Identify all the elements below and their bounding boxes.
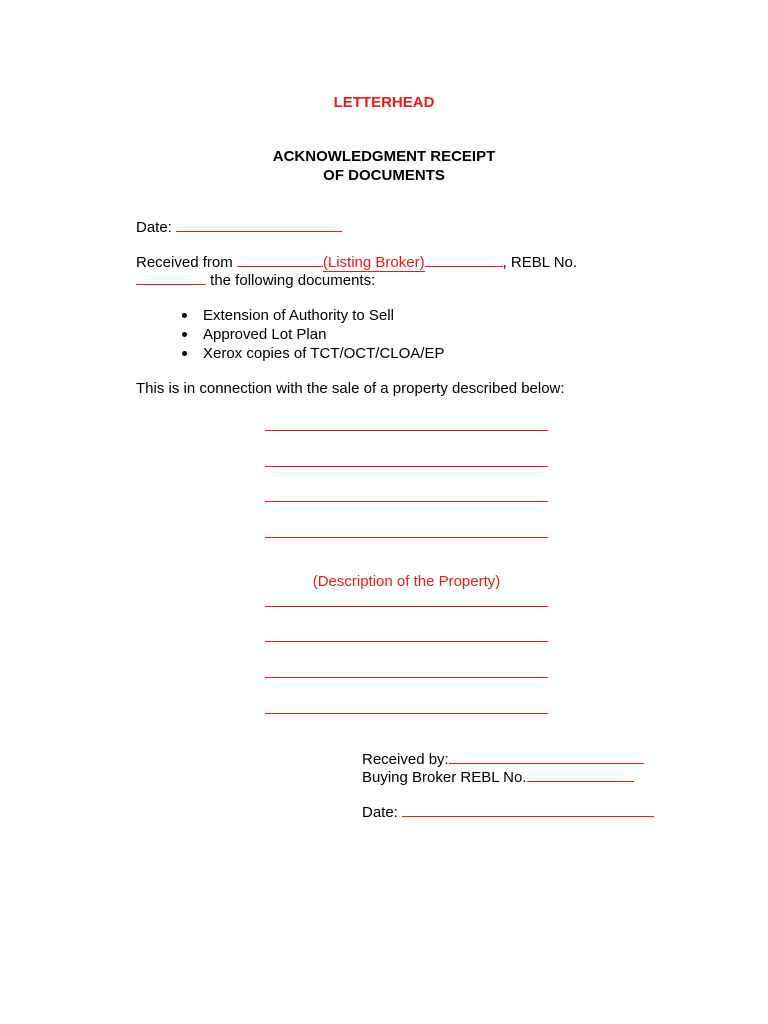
- connection-text: This is in connection with the sale of a property described below:: [136, 380, 565, 397]
- date-blank[interactable]: [176, 218, 342, 232]
- property-blank-line[interactable]: [265, 713, 548, 714]
- received-by-blank[interactable]: [449, 750, 644, 764]
- list-item: Extension of Authority to Sell: [180, 306, 444, 325]
- rebl-number-blank[interactable]: [136, 271, 206, 285]
- broker-blank-right[interactable]: [425, 253, 503, 267]
- property-blank-line[interactable]: [265, 537, 548, 538]
- property-description-label: (Description of the Property): [312, 573, 501, 590]
- signature-date-blank[interactable]: [402, 803, 654, 817]
- list-item: Xerox copies of TCT/OCT/CLOA/EP: [180, 344, 444, 363]
- date-label: Date:: [136, 219, 177, 236]
- rebl-label: , REBL No.: [502, 254, 578, 271]
- property-blank-line[interactable]: [265, 466, 548, 467]
- letterhead: LETTERHEAD: [333, 94, 435, 111]
- document-title-line-2: OF DOCUMENTS: [323, 167, 445, 184]
- broker-blank-left[interactable]: [237, 253, 323, 267]
- property-blank-line[interactable]: [265, 677, 548, 678]
- documents-list: [180, 306, 444, 363]
- received-by-label: Received by:: [362, 751, 449, 768]
- listing-broker-placeholder[interactable]: (Listing Broker): [322, 254, 425, 271]
- buying-broker-rebl-line: [362, 768, 634, 787]
- received-from-label: Received from: [136, 254, 237, 271]
- received-by-line: [362, 750, 644, 769]
- received-from-line: [136, 253, 577, 272]
- property-blank-line[interactable]: [265, 606, 548, 607]
- property-blank-line[interactable]: [265, 641, 548, 642]
- signature-date-line: [362, 803, 654, 822]
- property-blank-line[interactable]: [265, 430, 548, 431]
- buying-broker-rebl-label: Buying Broker REBL No.: [362, 769, 527, 786]
- date-line: [136, 218, 342, 237]
- property-blank-line[interactable]: [265, 501, 548, 502]
- buying-broker-rebl-blank[interactable]: [527, 768, 634, 782]
- following-documents-line: [136, 271, 375, 290]
- signature-date-label: Date:: [362, 804, 403, 821]
- list-item: Approved Lot Plan: [180, 325, 444, 344]
- following-documents-label: the following documents:: [206, 272, 376, 289]
- document-title-line-1: ACKNOWLEDGMENT RECEIPT: [272, 148, 496, 165]
